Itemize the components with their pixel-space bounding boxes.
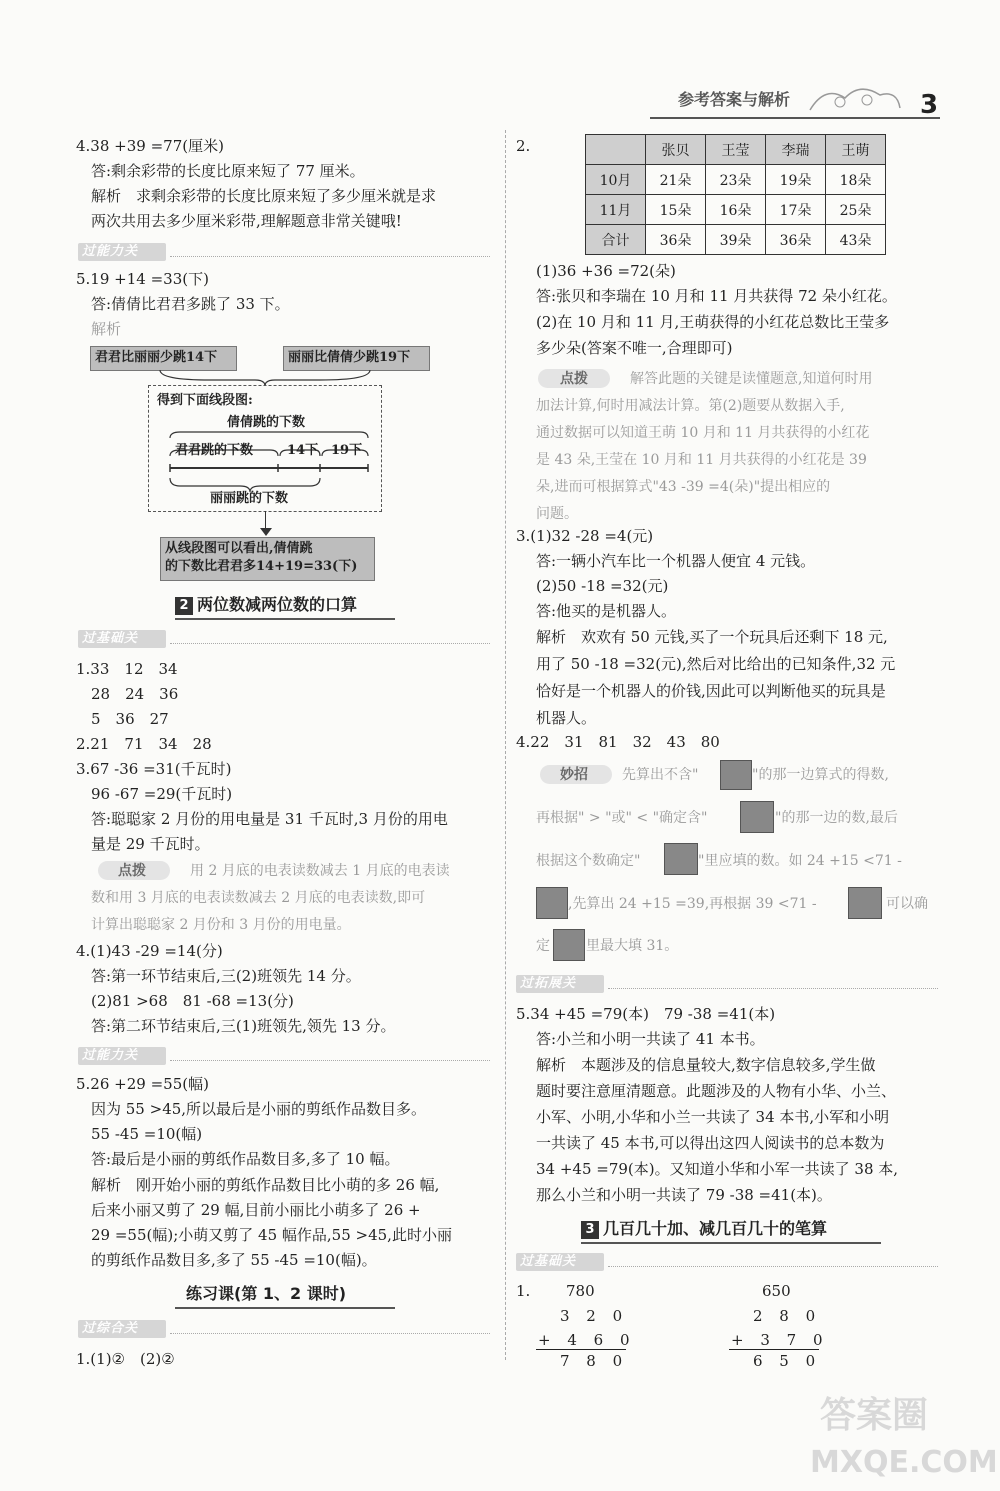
b4-line-1: 4.(1)43 -29 =14(分): [76, 942, 223, 960]
diagram-qian-label: 倩倩跳的下数: [227, 415, 306, 430]
table-cell: 25朵: [826, 195, 886, 225]
band-rule-2: [170, 643, 490, 644]
tip2-line-3: 通过数据可以知道王萌 10 月和 11 月共获得的小红花: [536, 425, 870, 441]
s1-a-result: 780: [566, 1282, 595, 1300]
b4-line-4: 答:第二环节结束后,三(1)班领先,领先 13 分。: [91, 1017, 396, 1035]
b5-line-2: 因为 55 >45,所以最后是小丽的剪纸作品数目多。: [91, 1100, 427, 1118]
band-rule-3: [170, 1060, 490, 1061]
b5-line-8: 的剪纸作品数目多,多了 55 -45 =10(幅)。: [91, 1251, 377, 1269]
band-rule: [170, 256, 490, 257]
q2-line-2: 答:张贝和李瑞在 10 月和 11 月共获得 72 朵小红花。: [536, 287, 897, 305]
b4-line-3: (2)81 >68 81 -68 =13(分): [91, 992, 294, 1010]
q2-line-3: (2)在 10 月和 11 月,王萌获得的小红花总数比王莹多: [536, 313, 890, 331]
tip1-line-1: 用 2 月底的电表读数减去 1 月底的电表读: [190, 863, 450, 879]
table-cell: 合计: [586, 225, 646, 255]
q5-line-7: 34 +45 =79(本)。又知道小华和小军一共读了 38 本,: [536, 1160, 899, 1178]
section-2-title: 两位数减两位数的口算: [197, 595, 358, 614]
table-cell: 王莹: [706, 135, 766, 165]
band-guonengli: 过能力关: [78, 243, 166, 261]
blank-box-5: [848, 887, 882, 919]
b3-line-2: 96 -67 =29(千瓦时): [91, 785, 233, 803]
b5-line-7: 29 =55(幅);小萌又剪了 45 幅作品,55 >45,此时小丽: [91, 1226, 452, 1244]
page-number: 3: [920, 90, 939, 120]
column-divider: [505, 130, 506, 1360]
p1: 1.(1)② (2)②: [76, 1350, 175, 1368]
q3-line-6: 用了 50 -18 =32(元),然后对比给出的已知条件,32 元: [536, 655, 896, 673]
s1-b-rule: [729, 1349, 819, 1350]
q2-line-1: (1)36 +36 =72(朵): [536, 262, 676, 280]
band-rule-4: [170, 1333, 490, 1334]
table-cell: 36朵: [646, 225, 706, 255]
table-cell: 15朵: [646, 195, 706, 225]
table-cell: 王萌: [826, 135, 886, 165]
q3-line-8: 机器人。: [536, 709, 597, 727]
diagram-mid-title: 得到下面线段图:: [157, 393, 253, 408]
q5-line-1: 5.34 +45 =79(本) 79 -38 =41(本): [516, 1005, 776, 1023]
q3-line-7: 恰好是一个机器人的价钱,因此可以判断他买的玩具是: [536, 682, 886, 700]
b5-line-1: 5.26 +29 =55(幅): [76, 1075, 209, 1093]
section-3-rule: [581, 1242, 881, 1244]
tip3-line-3a: 根据这个数确定": [536, 853, 641, 869]
b3-line-4: 量是 29 千瓦时。: [91, 835, 210, 853]
q4-answers: 4.22 31 81 32 43 80: [516, 733, 720, 751]
q2-number: 2.: [516, 137, 531, 155]
tip1-line-3: 计算出聪聪家 2 月份和 3 月份的用电量。: [91, 917, 351, 933]
watermark-url: MXQE.COM: [810, 1445, 998, 1480]
table-cell: [586, 135, 646, 165]
q5-line-2: 答:小兰和小明一共读了 41 本书。: [536, 1030, 765, 1048]
b3-line-3: 答:聪聪家 2 月份的用电量是 31 千瓦时,3 月份的用电: [91, 810, 448, 828]
header-decoration: [805, 80, 905, 120]
table-cell: 21朵: [646, 165, 706, 195]
b5-line-3: 55 -45 =10(幅): [91, 1125, 203, 1143]
tip3-line-1a: 先算出不含": [622, 767, 699, 783]
b5-line-5: 解析 刚开始小丽的剪纸作品数目比小萌的多 26 幅,: [91, 1176, 440, 1194]
q3-line-4: 答:他买的是机器人。: [536, 602, 677, 620]
diagram-jun-label: 君君跳的下数: [175, 443, 254, 458]
section-3-heading: [581, 1218, 827, 1240]
table-cell: 17朵: [766, 195, 826, 225]
q4-explanation-1: 解析 求剩余彩带的长度比原来短了多少厘米就是求: [91, 187, 437, 205]
b1-row-1: 1.33 12 34: [76, 660, 178, 678]
flower-table: [585, 134, 886, 255]
s1-a-rule: [536, 1349, 626, 1350]
table-cell: 10月: [586, 165, 646, 195]
b2: 2.21 71 34 28: [76, 735, 212, 753]
diagram-box-li-text: 丽丽比倩倩少跳19下: [288, 350, 411, 365]
table-row: [586, 195, 886, 225]
s1-a-line-1: 3 2 0: [560, 1307, 629, 1325]
band-guojichu-2: 过基础关: [516, 1253, 604, 1271]
q5-explanation-label: 解析: [91, 320, 122, 338]
tip2-line-1: 解答此题的关键是读懂题意,知道何时用: [630, 371, 873, 387]
diagram-lines: [160, 428, 375, 498]
table-cell: 18朵: [826, 165, 886, 195]
b3-line-1: 3.67 -36 =31(千瓦时): [76, 760, 232, 778]
table-cell: 36朵: [766, 225, 826, 255]
q4-equation: 4.38 +39 =77(厘米): [76, 137, 224, 155]
table-cell: 39朵: [706, 225, 766, 255]
band-guojichu: 过基础关: [78, 630, 166, 648]
band-rule-5: [608, 988, 938, 989]
table-cell: 11月: [586, 195, 646, 225]
table-cell: 19朵: [766, 165, 826, 195]
tip3-line-2b: "的那一边的数,最后: [775, 810, 898, 826]
tip2-line-4: 是 43 朵,王莹在 10 月和 11 月共获得的小红花是 39: [536, 452, 867, 468]
tip1-label: 点拨: [118, 863, 146, 879]
q5-line-6: 一共读了 45 本书,可以得出这四人阅读书的总本数为: [536, 1134, 885, 1152]
section-3-number: 3: [581, 1221, 599, 1239]
section-2-number: 2: [175, 597, 193, 615]
band-guonengli-2: 过能力关: [78, 1047, 166, 1065]
band-guotuozhan: 过拓展关: [516, 975, 604, 993]
q5-line-5: 小军、小明,小华和小兰一共读了 34 本书,小军和小明: [536, 1108, 890, 1126]
tip3-line-5a: 定: [536, 938, 550, 954]
table-cell: 李瑞: [766, 135, 826, 165]
q4-explanation-2: 两次共用去多少厘米彩带,理解题意非常关键哦!: [91, 212, 402, 230]
s1-b-line-1: 2 8 0: [753, 1307, 822, 1325]
section-3-title: 几百几十加、减几百几十的笔算: [603, 1219, 828, 1238]
tip3-line-5b: 里最大填 31。: [586, 938, 679, 954]
tip2-label: 点拨: [560, 371, 588, 387]
q3-line-2: 答:一辆小汽车比一个机器人便宜 4 元钱。: [536, 552, 816, 570]
q5-line-4: 题时要注意厘清题意。此题涉及的人物有小华、小兰、: [536, 1082, 897, 1100]
section-2-heading: [175, 594, 357, 616]
diagram-result-2: 的下数比君君多14+19=33(下): [165, 559, 358, 574]
tip2-line-2: 加法计算,何时用减法计算。第(2)题要从数据入手,: [536, 398, 845, 414]
table-header-row: [586, 135, 886, 165]
blank-box-1: [720, 760, 752, 790]
blank-box-2: [740, 801, 774, 833]
diagram-seg1: 14下: [287, 443, 319, 458]
q3-line-1: 3.(1)32 -28 =4(元): [516, 527, 654, 545]
s1-b-result: 650: [762, 1282, 791, 1300]
table-row: [586, 225, 886, 255]
table-cell: 张贝: [646, 135, 706, 165]
q5-line-8: 那么小兰和小明一共读了 79 -38 =41(本)。: [536, 1186, 832, 1204]
section-2-rule: [175, 618, 395, 620]
table-row: [586, 165, 886, 195]
header-title: 参考答案与解析: [678, 90, 791, 109]
watermark-logo: 答案圈: [820, 1395, 929, 1436]
diagram-li-label: 丽丽跳的下数: [210, 491, 289, 506]
tip1-line-2: 数和用 3 月底的电表读数减去 2 月底的电表读数,即可: [91, 890, 426, 906]
tip2-line-5: 朵,进而可根据算式"43 -39 =4(朵)"提出相应的: [536, 479, 831, 495]
table-cell: 23朵: [706, 165, 766, 195]
diagram-seg2: 19下: [331, 443, 363, 458]
q5-answer: 答:倩倩比君君多跳了 33 下。: [91, 295, 290, 313]
tip2-line-6: 问题。: [536, 506, 578, 522]
s1-a-line-3: 7 8 0: [560, 1352, 629, 1370]
s1-b-line-3: 6 5 0: [753, 1352, 822, 1370]
q2-line-4: 多少朵(答案不唯一,合理即可): [536, 339, 733, 357]
q3-line-5: 解析 欢欢有 50 元钱,买了一个玩具后还剩下 18 元,: [536, 628, 888, 646]
table-cell: 16朵: [706, 195, 766, 225]
blank-box-6: [553, 929, 585, 961]
b1-row-3: 5 36 27: [91, 710, 169, 728]
b1-row-2: 28 24 36: [91, 685, 179, 703]
b4-line-2: 答:第一环节结束后,三(2)班领先 14 分。: [91, 967, 361, 985]
tip3-line-2a: 再根据" > "或" < "确定含": [536, 810, 708, 826]
tip3-line-4a: ,先算出 24 +15 =39,再根据 39 <71 -: [568, 896, 817, 912]
b5-line-6: 后来小丽又剪了 29 幅,目前小丽比小萌多了 26 +: [91, 1201, 421, 1219]
band-rule-6: [608, 1266, 938, 1267]
b5-line-4: 答:最后是小丽的剪纸作品数目多,多了 10 幅。: [91, 1150, 400, 1168]
band-guozonghe: 过综合关: [78, 1320, 166, 1338]
diagram-box-jun-text: 君君比丽丽少跳14下: [95, 350, 218, 365]
practice-title: 练习课(第 1、2 课时): [186, 1284, 347, 1303]
header-rule: [650, 117, 940, 119]
blank-box-4: [536, 887, 568, 919]
blank-box-3: [664, 843, 698, 875]
diagram-result-1: 从线段图可以看出,倩倩跳: [165, 541, 313, 556]
q4-answer: 答:剩余彩带的长度比原来短了 77 厘米。: [91, 162, 365, 180]
s1-a-line-2: + 4 6 0: [538, 1331, 636, 1349]
s1-b-line-2: + 3 7 0: [731, 1331, 829, 1349]
tip3-line-3b: "里应填的数。如 24 +15 <71 -: [698, 853, 902, 869]
tip3-label: 妙招: [560, 767, 588, 783]
table-cell: 43朵: [826, 225, 886, 255]
s1-number: 1.: [516, 1282, 531, 1300]
practice-rule: [175, 1307, 395, 1309]
tip3-line-4b: 可以确: [886, 896, 928, 912]
q5-line-3: 解析 本题涉及的信息量较大,数字信息较多,学生做: [536, 1056, 876, 1074]
tip3-line-1b: "的那一边算式的得数,: [752, 767, 889, 783]
diagram-arrowhead: [260, 528, 272, 536]
q5-equation: 5.19 +14 =33(下): [76, 270, 209, 288]
q3-line-3: (2)50 -18 =32(元): [536, 577, 669, 595]
